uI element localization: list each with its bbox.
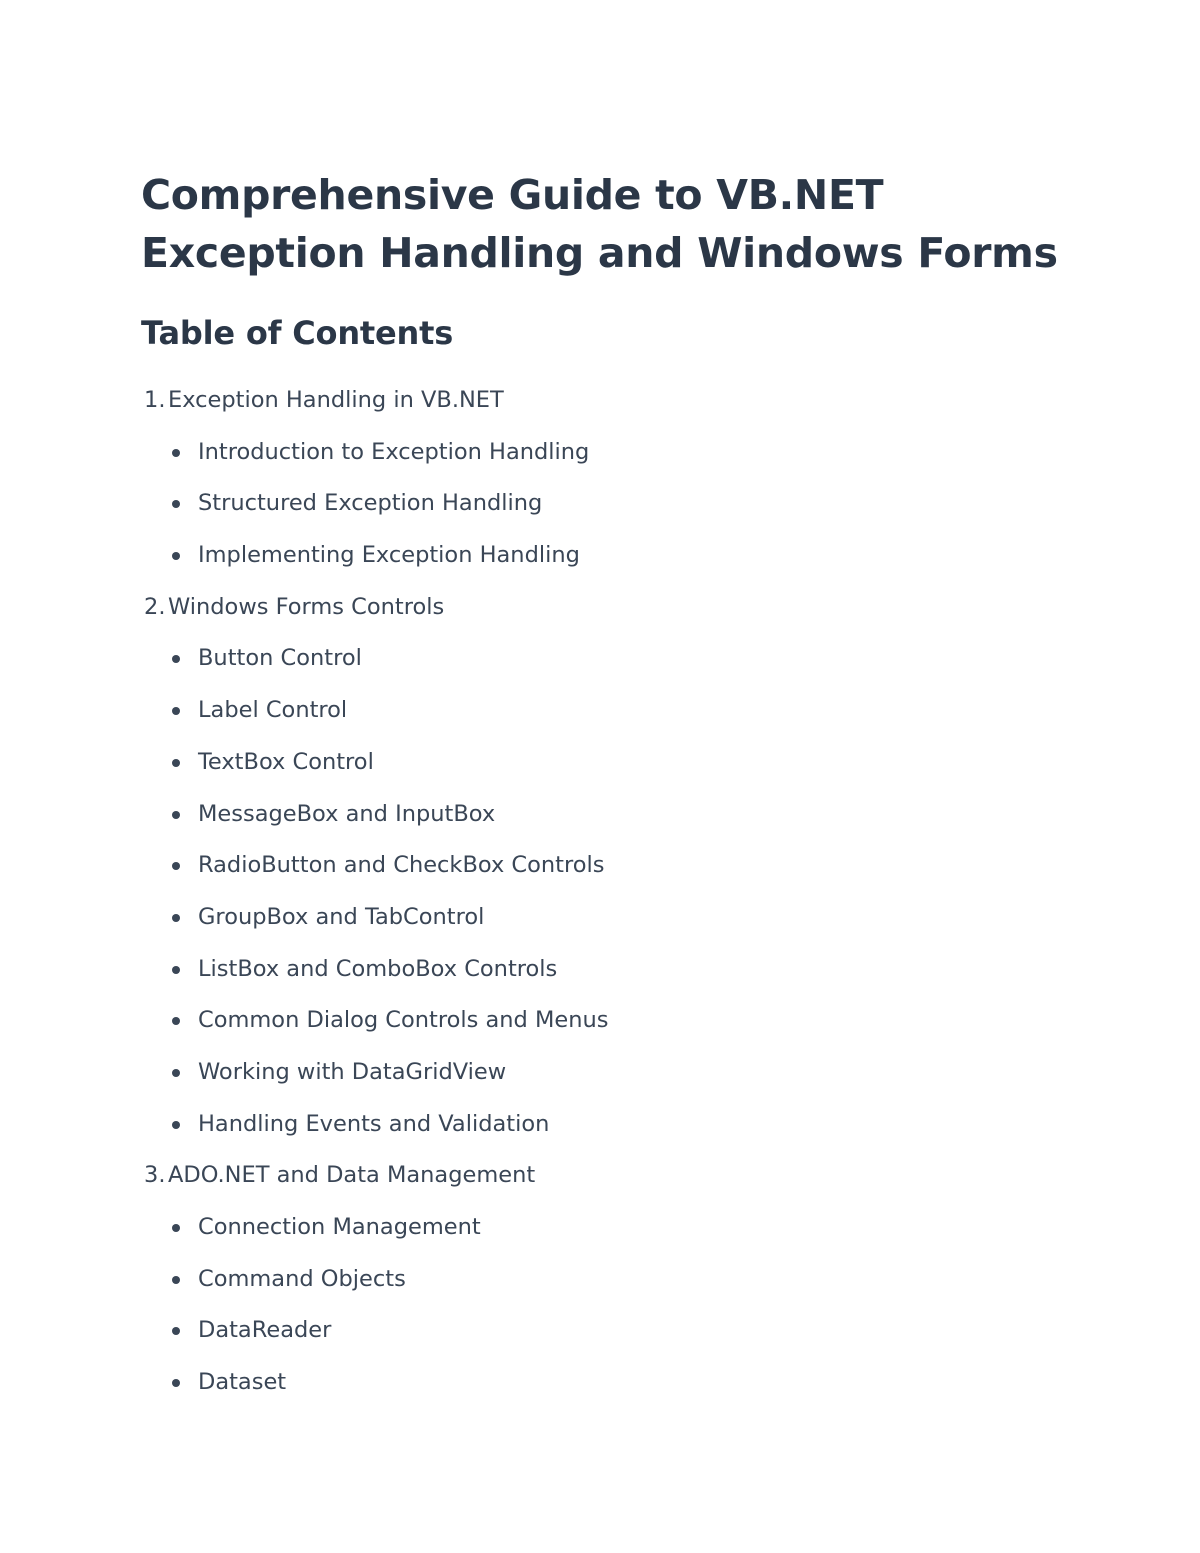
- toc-section-label: Windows Forms Controls: [168, 593, 445, 620]
- toc-item-label: MessageBox and InputBox: [198, 800, 496, 827]
- toc-section-number: 1.: [144, 387, 166, 413]
- document-title-line-2: Exception Handling and Windows Forms: [141, 229, 1058, 277]
- toc-item-label: Introduction to Exception Handling: [198, 438, 590, 465]
- document-title-line-1: Comprehensive Guide to VB.NET: [141, 171, 884, 219]
- toc-item: [141, 690, 1041, 742]
- bullet-icon: [172, 1069, 180, 1077]
- toc-item: [141, 1104, 1041, 1156]
- toc-section: [141, 1155, 1041, 1207]
- toc-item-label: Button Control: [198, 645, 362, 672]
- toc-item: [141, 1207, 1041, 1259]
- toc-item-label: Label Control: [198, 697, 348, 724]
- toc-item-label: Implementing Exception Handling: [198, 542, 580, 569]
- bullet-icon: [172, 1017, 180, 1025]
- toc-item-label: TextBox Control: [198, 748, 374, 775]
- toc-item: [141, 949, 1041, 1001]
- toc-item: [141, 897, 1041, 949]
- toc-item: [141, 1052, 1041, 1104]
- bullet-icon: [172, 1224, 180, 1232]
- toc-item: [141, 845, 1041, 897]
- toc-section: [141, 380, 1041, 432]
- toc-item-label: ListBox and ComboBox Controls: [198, 955, 558, 982]
- toc-item: [141, 432, 1041, 484]
- toc-section-label: Exception Handling in VB.NET: [168, 387, 504, 413]
- toc-item: [141, 794, 1041, 846]
- bullet-icon: [172, 655, 180, 663]
- bullet-icon: [172, 449, 180, 457]
- toc-section-number: 2.: [144, 593, 166, 620]
- toc-item: [141, 638, 1041, 690]
- toc-item-label: RadioButton and CheckBox Controls: [198, 852, 605, 879]
- bullet-icon: [172, 707, 180, 715]
- bullet-icon: [172, 1121, 180, 1129]
- toc-item-label: Dataset: [198, 1369, 287, 1396]
- bullet-icon: [172, 1379, 180, 1387]
- toc-item-label: Command Objects: [198, 1265, 406, 1292]
- bullet-icon: [172, 1276, 180, 1284]
- toc-item-label: Connection Management: [198, 1214, 481, 1240]
- toc-section: [141, 587, 1041, 639]
- toc-item: [141, 1259, 1041, 1311]
- toc-item: [141, 535, 1041, 587]
- bullet-icon: [172, 500, 180, 508]
- toc-item-label: Common Dialog Controls and Menus: [198, 1007, 609, 1034]
- toc-item-label: Working with DataGridView: [198, 1058, 507, 1085]
- table-of-contents: [141, 380, 1041, 1414]
- bullet-icon: [172, 759, 180, 767]
- bullet-icon: [172, 552, 180, 560]
- bullet-icon: [172, 862, 180, 870]
- toc-section-number: 3.: [144, 1162, 166, 1189]
- toc-item: [141, 742, 1041, 794]
- bullet-icon: [172, 811, 180, 819]
- toc-item: [141, 483, 1041, 535]
- toc-item-label: Structured Exception Handling: [198, 490, 543, 517]
- toc-item: [141, 1000, 1041, 1052]
- bullet-icon: [172, 1327, 180, 1335]
- toc-section-label: ADO.NET and Data Management: [168, 1162, 536, 1189]
- toc-heading: Table of Contents: [141, 314, 454, 352]
- bullet-icon: [172, 914, 180, 922]
- toc-item: [141, 1362, 1041, 1414]
- bullet-icon: [172, 966, 180, 974]
- toc-item-label: DataReader: [198, 1317, 332, 1344]
- document-title: [141, 166, 1141, 282]
- toc-item: [141, 1310, 1041, 1362]
- toc-item-label: Handling Events and Validation: [198, 1110, 550, 1137]
- toc-item-label: GroupBox and TabControl: [198, 903, 485, 930]
